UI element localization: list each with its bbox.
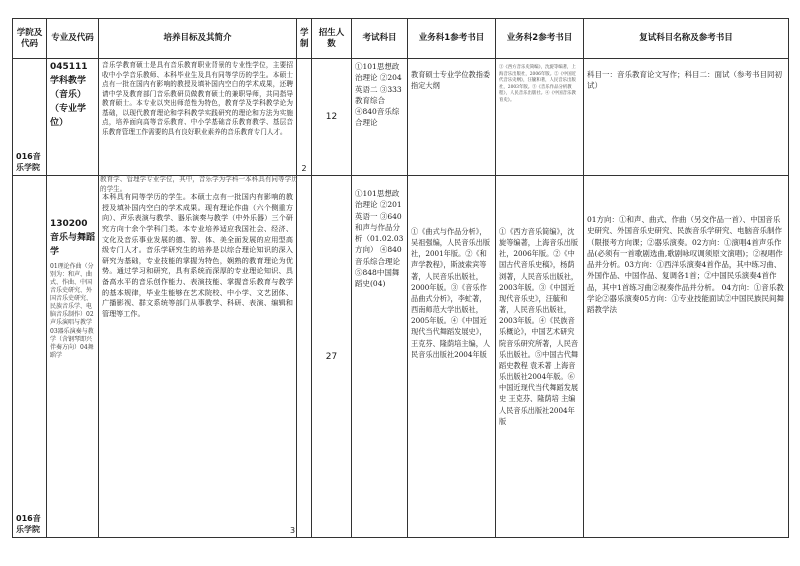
retest-cell <box>584 176 789 538</box>
ref1-cell <box>408 59 496 176</box>
header-enroll: 招生人数 <box>312 19 352 59</box>
enroll-cell: 12 <box>312 59 352 176</box>
retest-cell <box>584 59 789 176</box>
ref2-cell <box>496 176 584 538</box>
college-cell: 016音乐学院 <box>13 59 47 176</box>
exam-text: ①101思想政治理论 ②201英语一 ③640和声与作品分析（01.02.03方向） ④840音乐综合理论 ⑤848中国舞蹈史(04) <box>355 189 404 288</box>
ref2-text: ①《西方音乐史简编》，沈旋等编著，上海音乐出版社，2006年版。②《中国近代音乐史纲》，汪毓和著，人民音乐出版社，2003年版。③《音乐作品分析教程》，人民音乐出版社。④《中国音乐教育史》。 <box>499 65 577 104</box>
header-exam: 考试科目 <box>352 19 408 59</box>
ref2-cell <box>496 59 584 176</box>
page-number: 3 <box>290 526 296 535</box>
retest-text: 科目一：音乐教育论文写作；科目二：面试（参考书目同初试） <box>587 70 782 91</box>
intro-text: 本科具有同等学历的学生。本硕士点有一批国内有影响的教授及填补国内空白的学术成果。现有理论作曲（六个侧重方向）、声乐表演与教学、器乐演奏与教学（中外乐器）三个研究方向十余个学科门类。本专业培养适应我国社会、经济、文化及音乐事业发展的德、智、体、美全面发展的应用型高级专门人才。音乐学研究生的培养是以综合理论知识的深入研究为基础，专业技能的掌握为特色，娴熟的教育理论为优势。通过学习和研究，具有系统而深厚的专业理论知识、具备高水平的音乐创作能力、表演技能、掌握音乐教育与教学的基本规律，毕业生能够在艺术院校、中小学、文艺团体、广播影视、群文系统等部门从事教学、科研、表演、编辑和管理等工作。 <box>102 192 293 319</box>
intro-text: 音乐学教育硕士是具有音乐教育职业背景的专业性学位，主要招收中小学音乐教师、本科毕业生及具有同等学历的学生。本硕士点有一批在国内有影响的教授及填补国内空白的学术成果，还聘请中学及教育部门音乐教研员做教育硕士的兼职导师，共同指导教育硕士。本专业以突出师范性为特色，教育学及学科教学论为基础，以现代教育理论和学科教学实践研究的理论和方法为实施点，培养面向高等音乐教育、中小学基础音乐教育教学、基层音乐教育管理工作需要的具有良好职业素养的音乐教育专门人才。 <box>102 61 293 136</box>
table-row <box>13 59 789 176</box>
retest-text: 01方向：①和声、曲式、作曲（另交作品一首）、中国音乐史研究、外国音乐史研究、民族音乐学研究、电脑音乐制作（限报考方向课；②器乐演奏。02方向：①演唱4首声乐作品(必须有一首歌剧选曲,歌剧咏叹调须原文演唱)；②视唱作品并分析。03方向：①西洋乐演奏4首作品，其中练习曲、外国作品、中国作品、复调各1首；②中国民乐演奏4首作品，其中1首练习曲②视奏作品并分析。 04方向：①音乐教学论②器乐演奏05方向：①专业技能面试②中国民族民间舞蹈教学法 <box>587 215 785 314</box>
ref1-cell <box>408 176 496 538</box>
exam-cell <box>352 176 408 538</box>
major-title: 130200音乐与舞蹈学 <box>50 219 96 257</box>
exam-cell <box>352 59 408 176</box>
ref2-text: ①《西方音乐简编》，沈旋等编著，上海音乐出版社，2006年版。②《中国古代音乐史稿》，杨荫浏著，人民音乐出版社，2003年版。③《中国近现代音乐史》，汪毓和著，人民音乐出版社，2003年版。④《民族音乐概论》，中国艺术研究院音乐研究所著，人民音乐出版社。⑤中国古代舞蹈史教程 袁禾著 上海音乐出版社2004年版。⑥中国近现代当代舞蹈发展史 王克芬、隆荫培 主编 人民音乐出版社2004年版 <box>499 227 579 426</box>
header-college: 学院及代码 <box>13 19 47 59</box>
admissions-table <box>12 18 789 538</box>
major-directions: 01理论作曲（分别为：和声、曲式、作曲、中国音乐史研究、外国音乐史研究、民族音乐学、电脑音乐制作）02声乐演唱与教学 03器乐演奏与教学（含钢琴即兴伴奏方向）04舞蹈学 <box>50 262 94 359</box>
header-intro: 培养目标及其简介 <box>99 19 297 59</box>
intro-cell <box>99 59 297 176</box>
header-ref2: 业务科2参考书目 <box>496 19 584 59</box>
system-cell <box>297 176 312 538</box>
header-ref1: 业务科1参考书目 <box>408 19 496 59</box>
major-cell <box>47 176 99 538</box>
overlay-text: 教育学、管理学专业学位，其中，音乐学为学科一本科具有同等学历的学生。 <box>100 175 298 193</box>
system-cell: 2 <box>297 59 312 176</box>
table-row <box>13 176 789 538</box>
exam-text: ①101思想政治理论 ②204英语二 ③333教育综合 ④840音乐综合理论 <box>355 62 402 128</box>
header-retest: 复试科目名称及参考书目 <box>584 19 789 59</box>
header-row <box>13 19 789 59</box>
college-cell: 016音乐学院 <box>13 176 47 538</box>
header-major: 专业及代码 <box>47 19 99 59</box>
enroll-cell: 27 <box>312 176 352 538</box>
major-title: 045111学科教学（音乐）（专业学位） <box>50 62 88 128</box>
ref1-text: 教育硕士专业学位教指委指定大纲 <box>411 70 491 91</box>
major-cell <box>47 59 99 176</box>
intro-cell <box>99 176 297 538</box>
header-system: 学制 <box>297 19 312 59</box>
ref1-text: ①《曲式与作品分析》，吴祖强编，人民音乐出版社，2001年版。②《和声学教程》，斯波索宾等著，人民音乐出版社，2000年版。③《音乐作品曲式分析》，李虻著，西南师范大学出版社，2005年版。④《中国近现代当代舞蹈发展史》，王克芬、隆荫培主编，人民音乐出版社2004年版 <box>411 227 491 359</box>
